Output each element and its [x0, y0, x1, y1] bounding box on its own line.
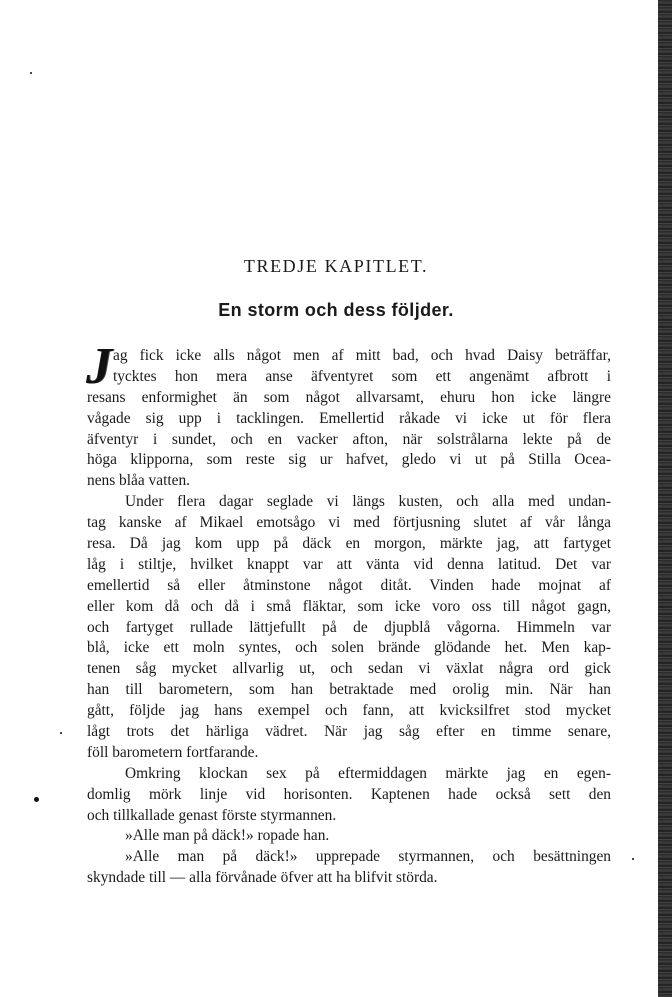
speck	[30, 72, 32, 74]
text-line: låg i stiltje, hvilket knappt var att vänta vid denna latitud. Det var	[87, 555, 611, 573]
chapter-heading: TREDJE KAPITLET.	[243, 256, 429, 276]
text-line: »Alle man på däck!» upprepade styrmannen, och besättningen	[125, 848, 611, 866]
text-line: resans enformighet än som något allvarsamt, ehuru hon icke längre	[87, 388, 611, 406]
text-line: han till barometern, som han betraktade med orolig min. När han	[87, 681, 611, 699]
text-line: emellertid så eller åtminstone något ditåt. Vinden hade mojnat af	[87, 576, 611, 594]
paragraph	[86, 338, 611, 492]
speck	[60, 732, 62, 734]
text-line: äfventyr i sundet, och en vacker afton, när solstrålarna lekte på de	[87, 430, 611, 448]
text-line: ag fick icke alls något men af mitt bad, och hvad Daisy beträffar,	[113, 347, 611, 364]
text-line: nens blåa vatten.	[87, 472, 190, 490]
chapter-title: En storm och dess följder.	[218, 300, 454, 320]
text-line: Under flera dagar seglade vi längs kusten, och alla med undan-	[125, 493, 611, 511]
text-line: lågt trots det härliga vädret. När jag såg efter en timme senare,	[87, 723, 611, 741]
text-line: föll barometern fortfarande.	[87, 743, 259, 761]
paragraph	[87, 764, 611, 827]
text-line: resa. Då jag kom upp på däck en morgon, märkte jag, att fartyget	[87, 535, 611, 553]
text-line: gått, följde jag hans exempel och fann, att kvicksilfret stod mycket	[87, 702, 611, 720]
text-line: Omkring klockan sex på eftermiddagen märkte jag en egen-	[125, 764, 611, 782]
speck	[632, 858, 634, 860]
text-line: eller kom då och då i små fläktar, som icke voro oss till något gagn,	[87, 597, 611, 615]
page-edge-shadow	[658, 0, 672, 997]
text-line: vågade sig upp i tacklingen. Emellertid råkade vi icke ut för flera	[87, 409, 611, 427]
paragraph	[87, 847, 611, 889]
text-line: skyndade till — alla förvånade öfver att ha blifvit störda.	[87, 869, 438, 887]
speck	[34, 797, 39, 802]
text-line: blå, icke ett moln syntes, och solen brände glödande het. Men kap-	[87, 639, 611, 657]
text-line: tag kanske af Mikael emotsågo vi med förtjusning slutet af vår långa	[87, 514, 611, 532]
text-line: »Alle man på däck!» ropade han.	[125, 827, 330, 845]
text-line: och fartyget rullade lättjefullt på de djupblå vågorna. Himmeln var	[87, 618, 611, 636]
text-line: tenen såg mycket allvarlig ut, och sedan vi växlat några ord gick	[87, 660, 611, 678]
text-line: höga klipporna, som reste sig ur hafvet, gledo vi ut på Stilla Ocea-	[87, 451, 611, 469]
text-line: domlig mörk linje vid horisonten. Kaptenen hade också sett den	[87, 785, 611, 803]
drop-cap: J	[86, 338, 112, 395]
paragraph	[87, 492, 611, 764]
text-line: tycktes hon mera anse äfventyret som ett angenämt afbrott i	[113, 367, 611, 385]
paragraph	[87, 826, 611, 847]
text-line: och tillkallade genast förste styrmannen.	[87, 806, 337, 824]
body-text	[86, 338, 611, 889]
